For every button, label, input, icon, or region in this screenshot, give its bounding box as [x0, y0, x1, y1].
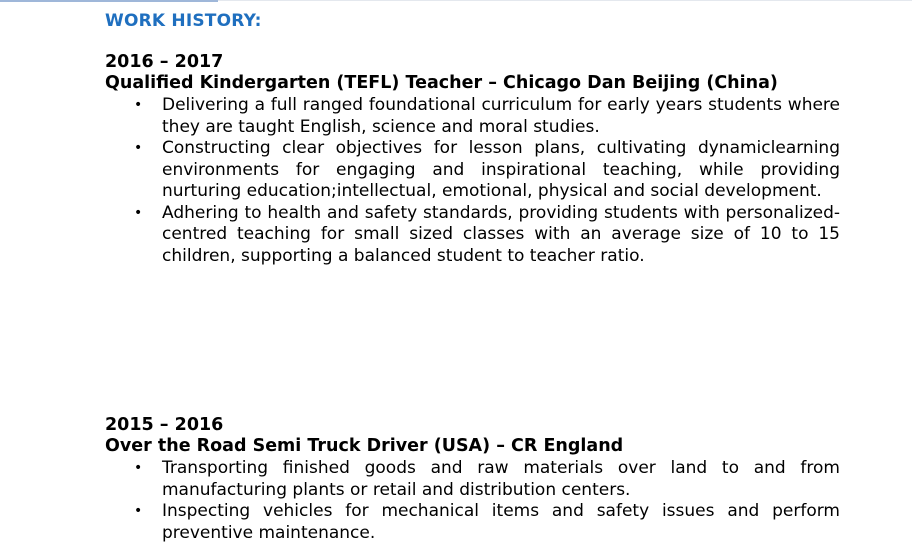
job-entry: [105, 52, 840, 267]
duty-text: Delivering a full ranged foundational curriculum for early years students where they are taught English, science and moral studies.: [162, 95, 840, 137]
top-border-accent: [0, 0, 218, 2]
duty-text: Constructing clear objectives for lesson plans, cultivating dynamiclearning environments for engaging and inspirational teaching, while providing nurturing education;intellectual, emotional, physical and social development.: [162, 138, 840, 201]
job-title: Qualified Kindergarten (TEFL) Teacher – Chicago Dan Beijing (China): [105, 73, 778, 93]
list-item: [105, 138, 840, 203]
duty-text: Adhering to health and safety standards, providing students with personalized-centred teaching for small sized classes with an average size of 10 to 15 children, supporting a balanced student to teacher ratio.: [162, 202, 840, 266]
duty-list: [105, 458, 840, 544]
duty-list: [105, 95, 840, 267]
list-item: [105, 458, 840, 501]
job-dates: 2015 – 2016: [105, 415, 224, 435]
job-title: Over the Road Semi Truck Driver (USA) – CR England: [105, 436, 624, 456]
bullet-icon: •: [134, 97, 143, 113]
bullet-icon: •: [134, 503, 143, 519]
job-entry: [105, 415, 840, 544]
duty-text: Transporting finished goods and raw materials over land to and from manufacturing plants or retail and distribution centers.: [162, 458, 840, 500]
list-item: [105, 203, 840, 268]
duty-text: Inspecting vehicles for mechanical items and safety issues and perform preventive maintenance.: [162, 501, 840, 543]
bullet-icon: •: [134, 140, 143, 156]
section-heading: WORK HISTORY:: [105, 11, 262, 31]
list-item: [105, 501, 840, 544]
job-dates: 2016 – 2017: [105, 52, 224, 72]
list-item: [105, 95, 840, 138]
top-border: [218, 0, 912, 1]
bullet-icon: •: [134, 204, 143, 221]
bullet-icon: •: [134, 460, 143, 476]
